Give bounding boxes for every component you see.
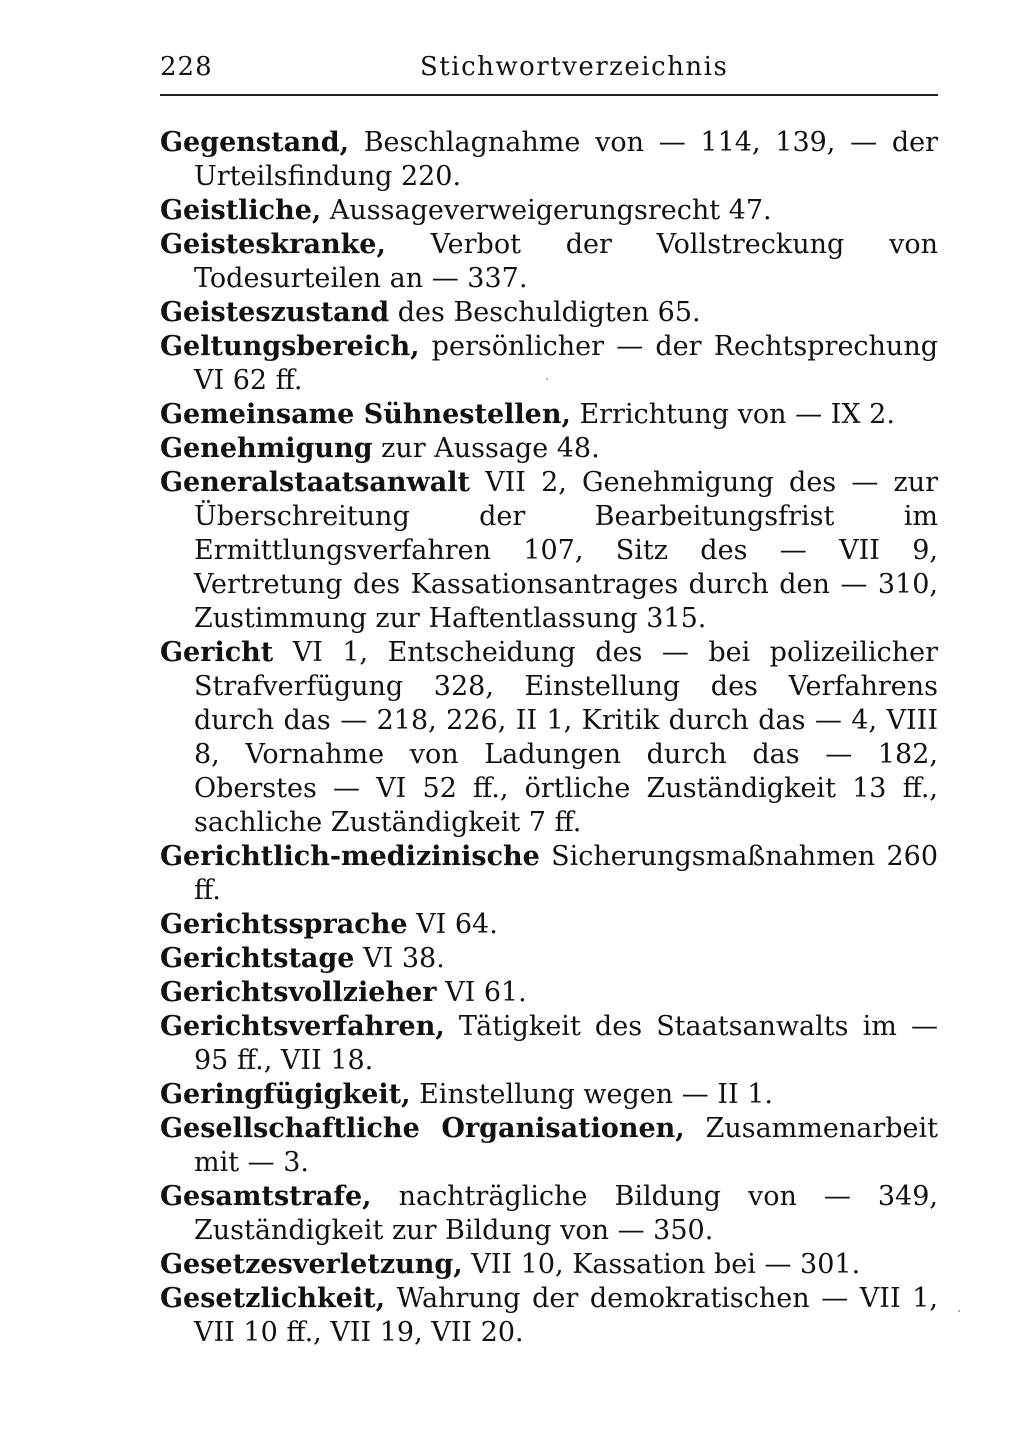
- index-entry-text: Wahrung der demokratischen — VII 1, VII 10 ff., VII 19, VII 20.: [194, 1283, 938, 1348]
- index-entry: [160, 126, 938, 194]
- index-entry: [160, 1180, 938, 1248]
- running-title: Stichwortverzeichnis: [420, 52, 729, 82]
- index-entry-text: VI 38.: [354, 943, 445, 974]
- index-entry: [160, 942, 938, 976]
- index-entry-text: Aussageverweigerungsrecht 47.: [321, 195, 772, 226]
- index-headword: Gerichtsvollzieher: [160, 977, 437, 1008]
- index-entry: [160, 976, 938, 1010]
- index-headword: Gesetzlichkeit,: [160, 1283, 386, 1314]
- index-entry-text: Tätigkeit des Staatsanwalts im — 95 ff., VII 18.: [194, 1011, 938, 1076]
- index-entry-text: zur Aussage 48.: [372, 433, 600, 464]
- index-entry: [160, 228, 938, 296]
- index-entry: [160, 908, 938, 942]
- page-number: 228: [160, 52, 213, 82]
- print-speck: [546, 378, 548, 380]
- index-entry: [160, 1282, 938, 1350]
- index-headword: Gerichtstage: [160, 943, 355, 974]
- index-entry-text: Beschlagnahme von — 114, 139, — der Urteilsfindung 220.: [194, 127, 938, 192]
- index-entry-text: des Beschuldigten 65.: [389, 297, 701, 328]
- index-headword: Geisteszustand: [160, 297, 390, 328]
- index-entry-text: Einstellung wegen — II 1.: [410, 1079, 774, 1110]
- index-entry: [160, 1010, 938, 1078]
- index-entry-text: nachträgliche Bildung von — 349, Zuständigkeit zur Bildung von — 350.: [194, 1181, 938, 1246]
- index-headword: Gemeinsame Sühnestellen,: [160, 399, 571, 430]
- index-entry: [160, 466, 938, 636]
- index-entry-text: Errichtung von — IX 2.: [570, 399, 895, 430]
- index-headword: Gericht: [160, 637, 274, 668]
- index-entry-text: Zusammenarbeit mit — 3.: [194, 1113, 938, 1178]
- index-headword: Gerichtlich-medizinische: [160, 841, 540, 872]
- index-headword: Gerichtssprache: [160, 909, 408, 940]
- index-entry: [160, 1112, 938, 1180]
- index-entry: [160, 1078, 938, 1112]
- index-headword: Geltungsbereich,: [160, 331, 420, 362]
- index-entry-text: Sicherungsmaßnahmen 260 ff.: [194, 841, 938, 906]
- page-header: [160, 52, 938, 92]
- index-entry: [160, 432, 938, 466]
- index-headword: Gesetzesverletzung,: [160, 1249, 463, 1280]
- index-headword: Generalstaatsanwalt: [160, 467, 470, 498]
- index-entry: [160, 296, 938, 330]
- header-rule: [160, 94, 938, 96]
- index-headword: Geisteskranke,: [160, 229, 386, 260]
- index-headword: Gesamtstrafe,: [160, 1181, 372, 1212]
- index-entry-text: VI 61.: [436, 977, 527, 1008]
- index-entries: [160, 126, 938, 1350]
- index-entry-text: persönlicher — der Rechtsprechung VI 62 ff.: [194, 331, 938, 396]
- index-entry: [160, 840, 938, 908]
- index-headword: Gegenstand,: [160, 127, 349, 158]
- index-headword: Geringfügigkeit,: [160, 1079, 411, 1110]
- index-entry-text: VI 64.: [407, 909, 498, 940]
- index-headword: Gerichtsverfahren,: [160, 1011, 445, 1042]
- index-entry: [160, 1248, 938, 1282]
- index-entry-text: VII 10, Kassation bei — 301.: [462, 1249, 861, 1280]
- index-entry: [160, 194, 938, 228]
- index-entry: [160, 330, 938, 398]
- index-entry-text: VII 2, Genehmigung des — zur Überschreitung der Bearbeitungsfrist im Ermittlungsverfahren 107, Sitz des — VII 9, Vertretung des Kassationsantrages durch den — 310, Zustimmung zur Haftentlassung 315.: [194, 467, 938, 634]
- index-entry: [160, 398, 938, 432]
- index-entry: [160, 636, 938, 840]
- index-entry-text: Verbot der Vollstreckung von Todesurteilen an — 337.: [194, 229, 938, 294]
- print-speck: [958, 1310, 960, 1312]
- index-entry-text: VI 1, Entscheidung des — bei polizeilicher Strafverfügung 328, Einstellung des Verfahrens durch das — 218, 226, II 1, Kritik durch das — 4, VIII 8, Vornahme von Ladungen durch das — 182, Oberstes — VI 52 ff., örtliche Zuständigkeit 13 ff., sachliche Zuständigkeit 7 ff.: [194, 637, 938, 838]
- index-headword: Geistliche,: [160, 195, 322, 226]
- index-headword: Genehmigung: [160, 433, 373, 464]
- index-headword: Gesellschaftliche Organisationen,: [160, 1113, 685, 1144]
